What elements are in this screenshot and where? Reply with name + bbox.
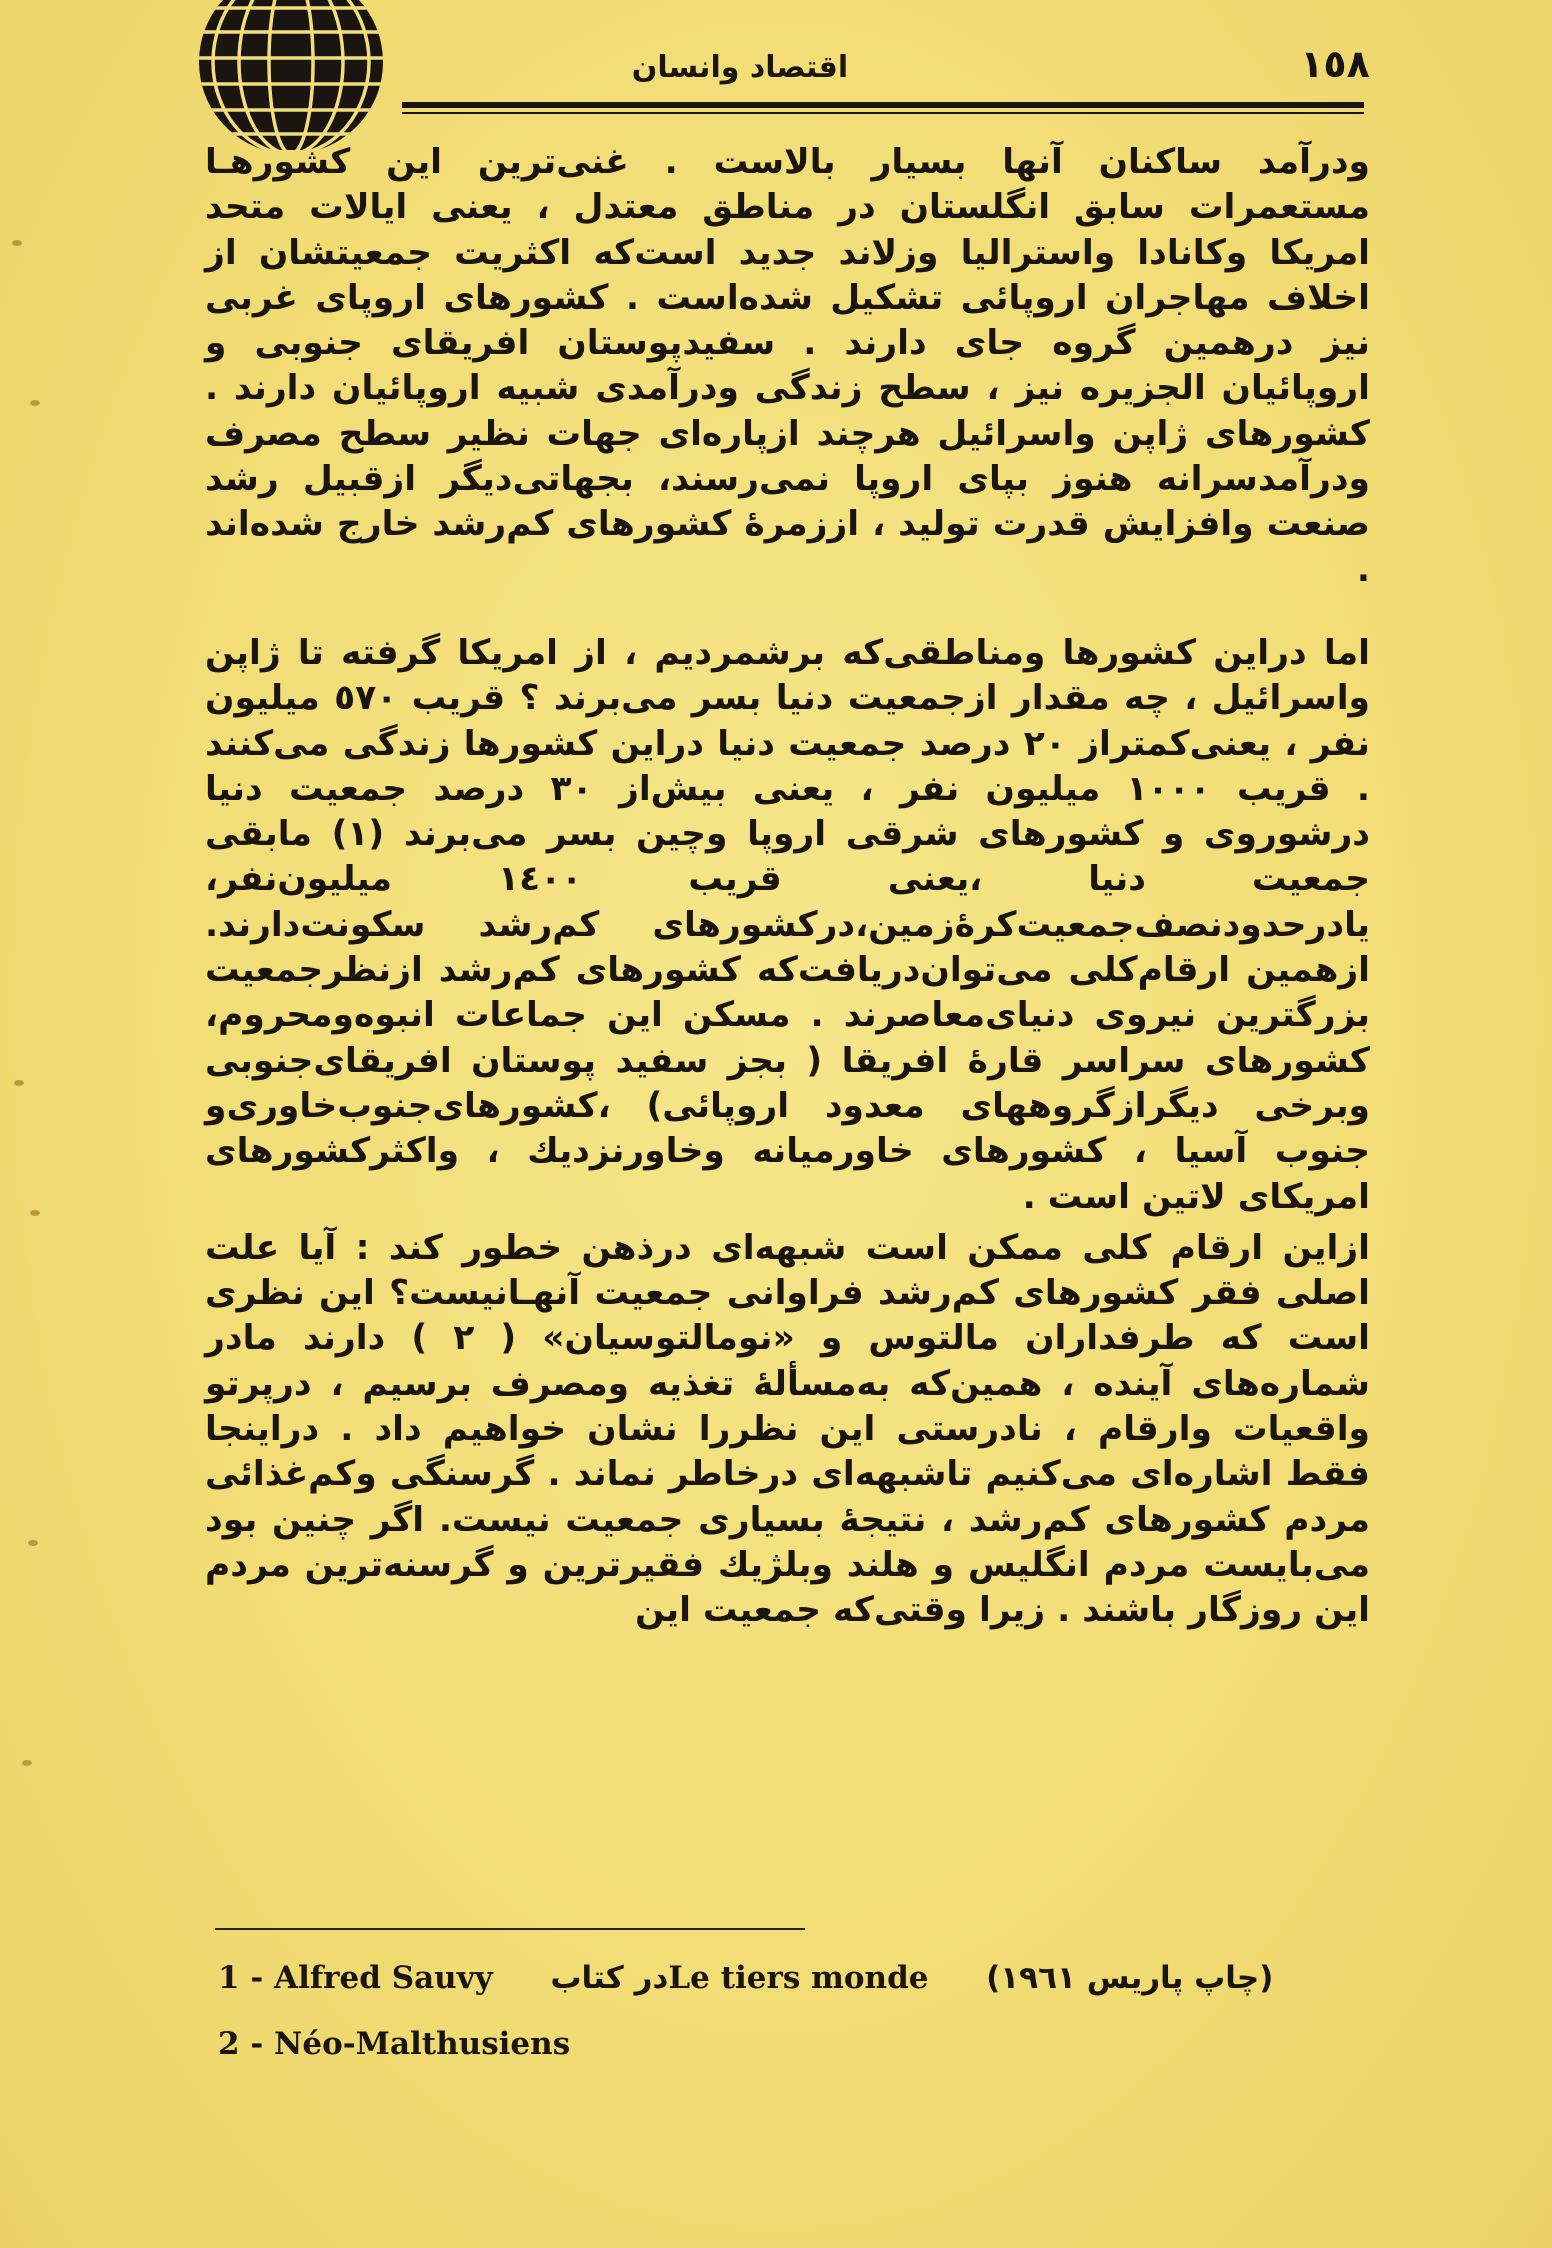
footnote-1 bbox=[218, 1960, 1318, 1996]
globe-icon bbox=[196, 0, 386, 150]
paragraph: اما دراین کشورها ومناطقی‌که برشمردیم ، از امریکا گرفته تا ژاپن واسرائیل ، چه مقدار ازجمعیت دنیا بسر می‌برند ؟ قریب ٥٧٠ میلیون نفر ، یعنی‌کمتراز ٢٠ درصد جمعیت دنیا دراین کشورها زندگی می‌کنند . قریب ١٠٠٠ میلیون نفر ، یعنی بیش‌از ٣٠ درصد جمعیت دنیا درشوروی و کشورهای شرقی اروپا وچین بسر می‌برند (١) مابقی جمعیت دنیا ،یعنی قریب ١٤٠٠ میلیون‌نفر، یادرحدودنصف‌جمعیت‌کرهٔ‌زمین،درکشورهای کم‌رشد سکونت‌دارند. ازهمین ارقام‌کلی می‌توان‌دریافت‌که کشورهای کم‌رشد ازنظرجمعیت بزرگترین نیروی دنیای‌معاصرند . مسکن این جماعات انبوه‌ومحروم، کشورهای سراسر قارهٔ افریقا ( بجز سفید پوستان افریقای‌جنوبی وبرخی دیگرازگروههای معدود اروپائی) ،کشورهای‌جنوب‌خاوری‌و جنوب آسیا ، کشورهای خاورمیانه وخاورنزدیك ، واکثرکشورهای امریکای لاتین است . bbox=[205, 632, 1370, 1217]
footnote-1-author: 1 - Alfred Sauvy bbox=[218, 1960, 493, 1996]
footnote-1-persian: در کتاب bbox=[550, 1960, 669, 1996]
page-edge-mark bbox=[12, 240, 22, 246]
page-edge-mark bbox=[28, 1540, 38, 1546]
header-rule-thin bbox=[402, 112, 1364, 114]
page-number: ١٥٨ bbox=[1300, 42, 1370, 86]
page-edge-mark bbox=[14, 1080, 24, 1086]
paragraph: ازاین ارقام کلی ممکن است شبهه‌ای درذهن خطور کند : آیا علت اصلی فقر کشورهای کم‌رشد فراوانی جمعیت آنهـانیست؟ این نظری است که طرفداران مالتوس و «نومالتوسیان» ( ٢ ) دارند مادر شماره‌های آینده ، همین‌که به‌مسألهٔ تغذیه ومصرف برسیم ، درپرتو واقعیات وارقام ، نادرستی این نظررا نشان خواهیم داد . دراینجا فقط اشاره‌ای می‌کنیم تاشبهه‌ای درخاطر نماند . گرسنگی وکم‌غذائی مردم کشورهای کم‌رشد ، نتیجهٔ بسیاری جمعیت نیست. اگر چنین بود می‌بایست مردم انگلیس و هلند وبلژیك فقیرترین و گرسنه‌ترین مردم این روزگار باشند . زیرا وقتی‌که جمعیت این bbox=[205, 1227, 1370, 1631]
header-rule bbox=[402, 102, 1364, 108]
footnote-1-book-title: Le tiers monde bbox=[668, 1960, 929, 1996]
paragraph: ودرآمد ساکنان آنها بسیار بالاست . غنی‌ترین این کشورهـا مستعمرات سابق انگلستان در مناطق معتدل ، یعنی ایالات متحد امریکا وکانادا واسترالیا وزلاند جدید است‌که اکثریت جمعیتشان از اخلاف مهاجران اروپائی تشکیل شده‌است . کشورهای اروپای غربی نیز درهمین گروه جای دارند . سفیدپوستان افریقای جنوبی و اروپائیان الجزیره نیز ، سطح زندگی ودرآمدی شبیه اروپائیان دارند . کشورهای ژاپن واسرائیل هرچند ازپاره‌ای جهات نظیر سطح مصرف ودرآمدسرانه هنوز بپای اروپا نمی‌رسند، بجهاتی‌دیگر ازقبیل رشد صنعت وافزایش قدرت تولید ، اززمرهٔ کشورهای کم‌رشد خارج شده‌اند . bbox=[205, 142, 1370, 590]
footnote-1-edition: (چاپ پاریس ١٩٦١) bbox=[986, 1960, 1274, 1996]
body-text bbox=[205, 140, 1370, 1634]
footnote-divider bbox=[215, 1928, 805, 1930]
page-edge-mark bbox=[30, 400, 40, 406]
running-title: اقتصاد وانسان bbox=[631, 50, 849, 85]
page-edge-mark bbox=[30, 1210, 40, 1216]
page-edge-mark bbox=[22, 1760, 32, 1766]
footnote-2: 2 - Néo-Malthusiens bbox=[218, 2026, 571, 2062]
